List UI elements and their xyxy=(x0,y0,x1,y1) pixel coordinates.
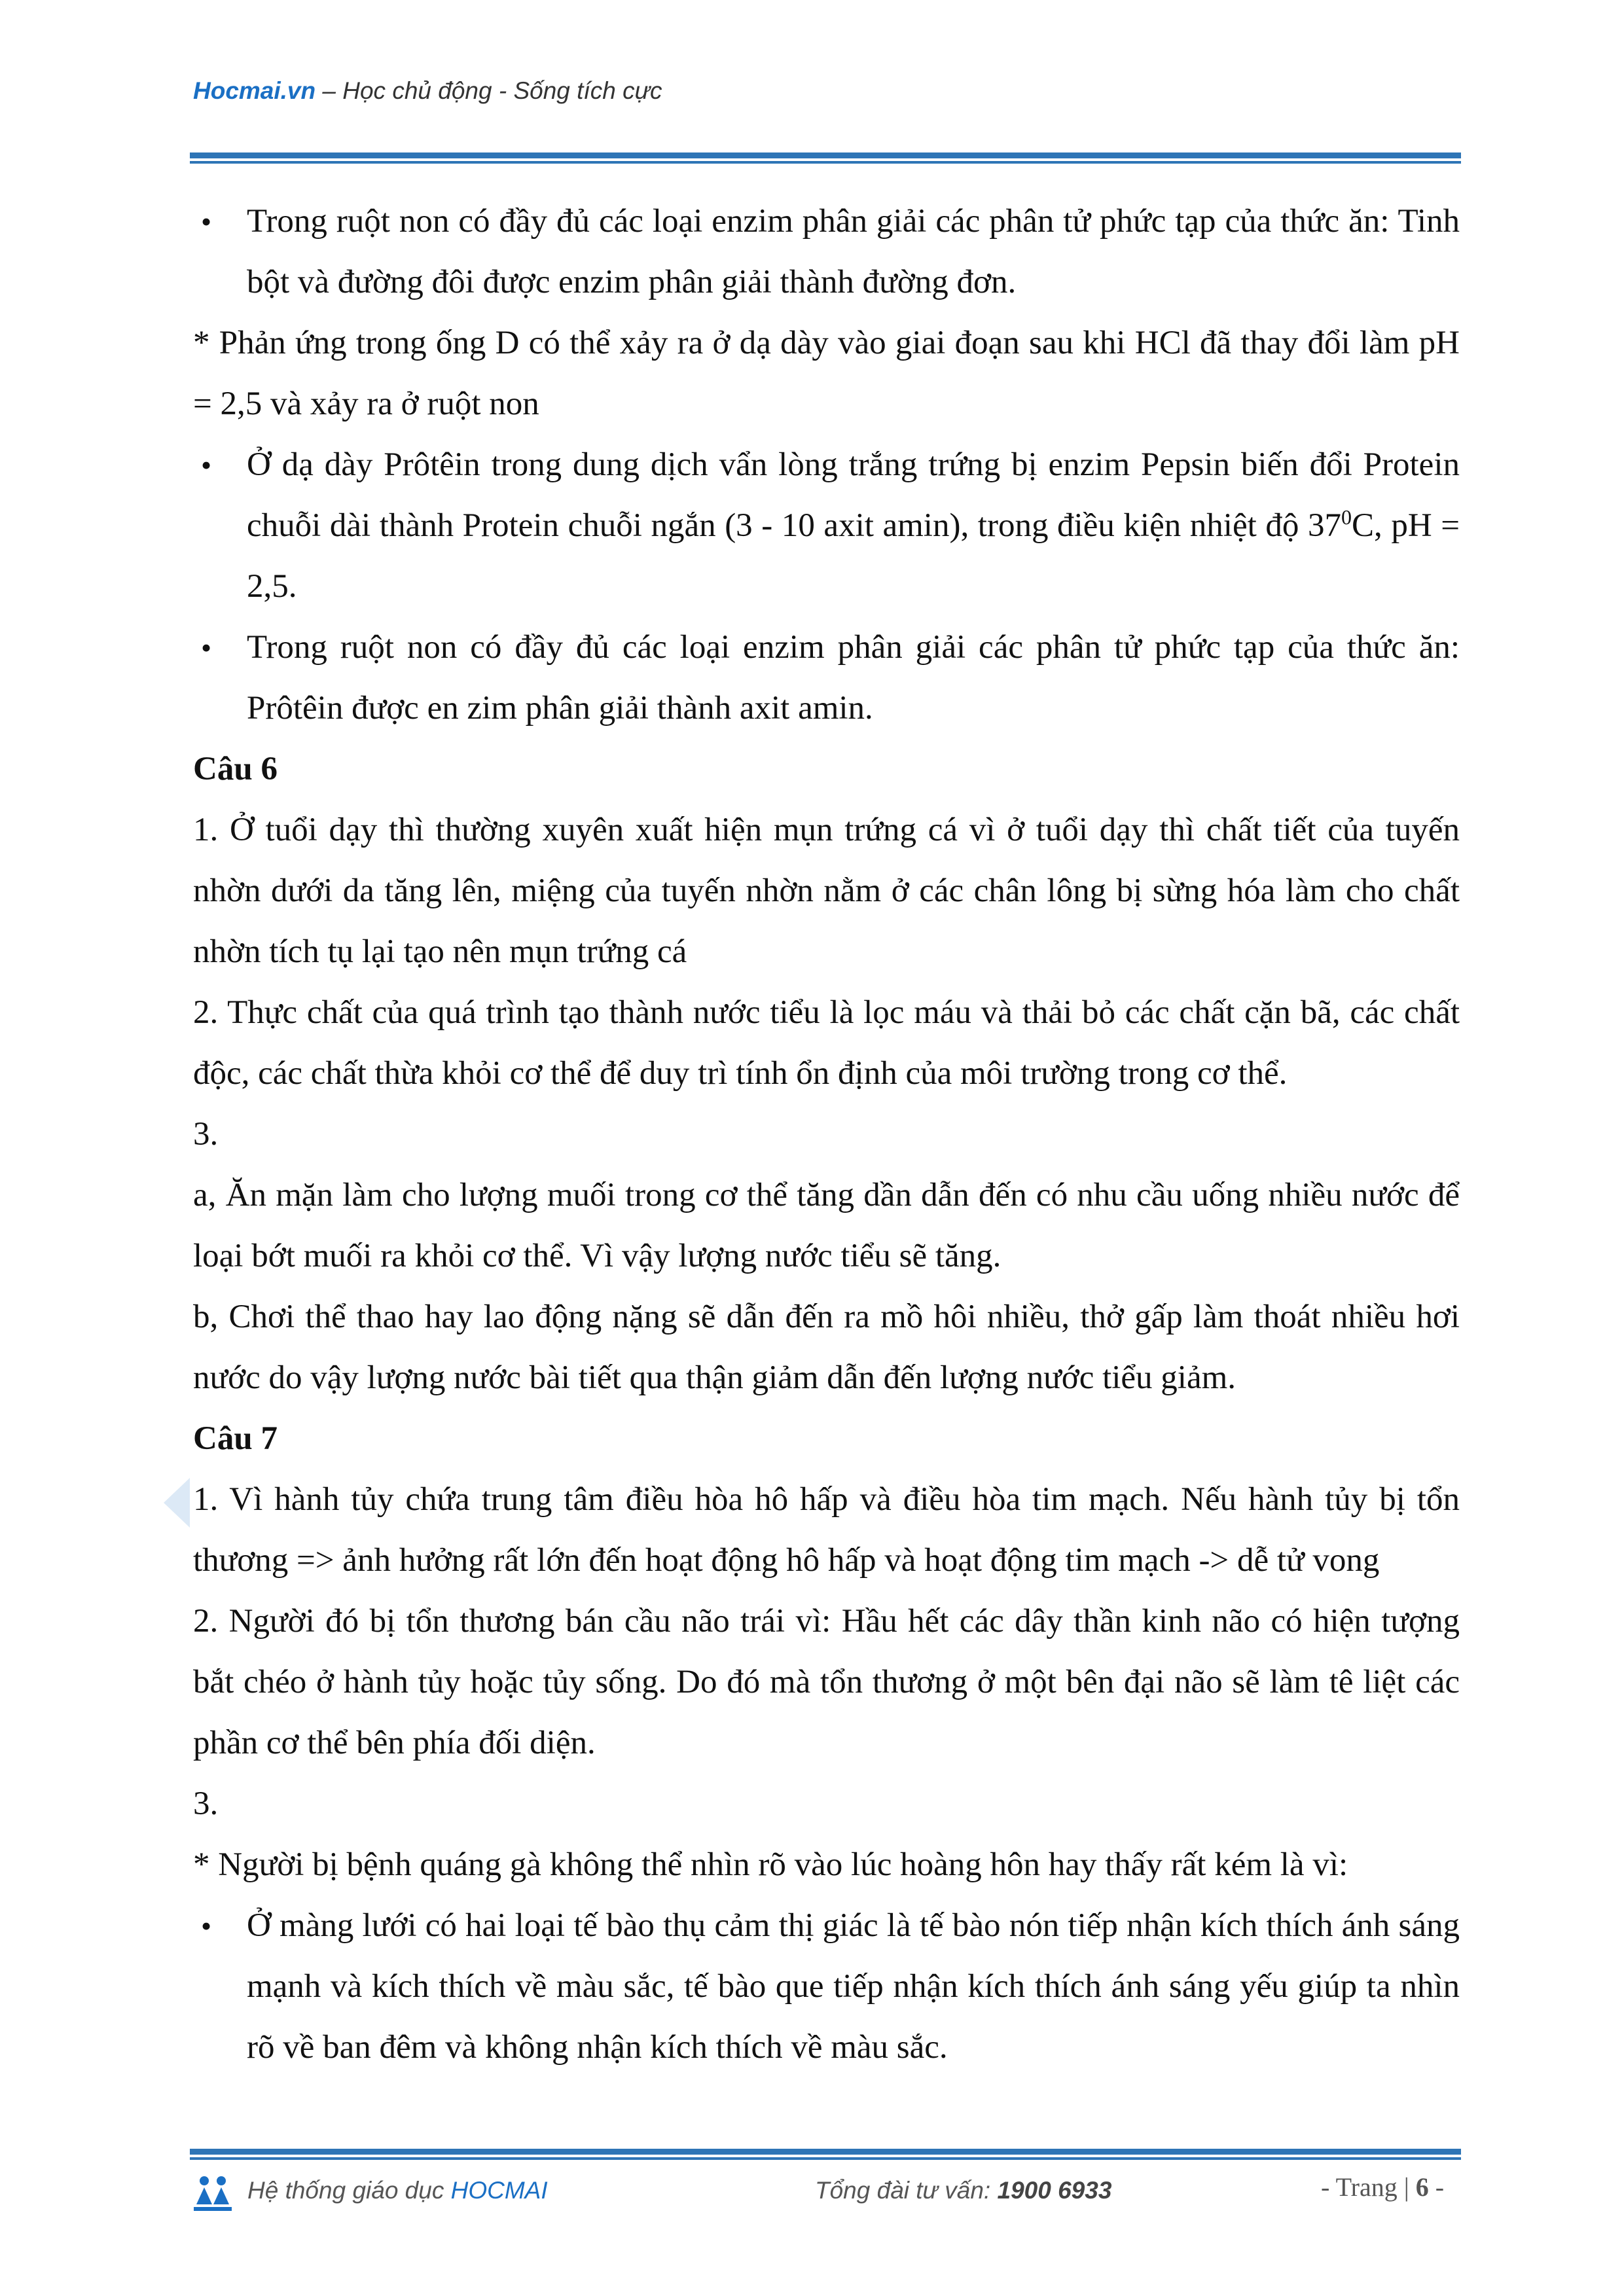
footer-hotline xyxy=(815,2177,1111,2204)
page-content xyxy=(193,191,1460,2078)
page-header xyxy=(193,77,662,105)
header-rule-thin xyxy=(190,161,1461,164)
bullet-item: • Trong ruột non có đầy đủ các loại enzim phân giải các phân tử phức tạp của thức ăn: Prôtêin được en zim phân giải thành axit amin. xyxy=(193,617,1460,739)
footer-hotline-number: 1900 6933 xyxy=(997,2177,1112,2204)
footer-rule-thin xyxy=(190,2157,1461,2160)
header-rule xyxy=(190,152,1461,158)
footer-system-text: Hệ thống giáo dục xyxy=(247,2177,451,2204)
page-number xyxy=(1321,2172,1444,2202)
paragraph: 3. xyxy=(193,1116,219,1153)
paragraph: 2. Người đó bị tổn thương bán cầu não trái vì: Hầu hết các dây thần kinh não có hiện tượng bắt chéo ở hành tủy hoặc tủy sống. Do đó mà tổn thương ở một bên đại não sẽ làm tê liệt các phần cơ thể bên phía đối diện. xyxy=(193,1603,1460,1761)
footer-system-brand: HOCMAI xyxy=(450,2177,548,2204)
hocmai-logo-icon xyxy=(190,2172,236,2217)
superscript: 0 xyxy=(1341,505,1352,529)
section-heading-cau-6: Câu 6 xyxy=(193,751,278,787)
paragraph: * Phản ứng trong ống D có thể xảy ra ở dạ dày vào giai đoạn sau khi HCl đã thay đổi làm pH = 2,5 và xảy ra ở ruột non xyxy=(193,325,1460,422)
paragraph: 3. xyxy=(193,1785,219,1822)
header-tagline: – Học chủ động - Sống tích cực xyxy=(316,77,662,104)
bullet-item: • Trong ruột non có đầy đủ các loại enzim phân giải các phân tử phức tạp của thức ăn: Tinh bột và đường đôi được enzim phân giải thành đường đơn. xyxy=(193,191,1460,313)
paragraph: b, Chơi thể thao hay lao động nặng sẽ dẫn đến ra mồ hôi nhiều, thở gấp làm thoát nhiều hơi nước do vậy lượng nước bài tiết qua thận giảm dẫn đến lượng nước tiểu giảm. xyxy=(193,1299,1460,1396)
page-number-suffix: - xyxy=(1428,2172,1445,2202)
paragraph: 1. Ở tuổi dạy thì thường xuyên xuất hiện mụn trứng cá vì ở tuổi dạy thì chất tiết của tuyến nhờn dưới da tăng lên, miệng của tuyến nhờn nằm ở các chân lông bị sừng hóa làm cho chất nhờn tích tụ lại tạo nên mụn trứng cá xyxy=(193,812,1460,970)
footer-rule xyxy=(190,2149,1461,2155)
page-number-prefix: - Trang | xyxy=(1321,2172,1416,2202)
bullet-text-end: C, pH = 2,5. xyxy=(247,507,1460,605)
bullet-text: Ở dạ dày Prôtêin trong dung dịch vẩn lòng trắng trứng bị enzim Pepsin biến đổi Protein chuỗi dài thành Protein chuỗi ngắn (3 - 10 axit amin), trong điều kiện nhiệt độ 37 xyxy=(247,446,1460,544)
paragraph: * Người bị bệnh quáng gà không thể nhìn rõ vào lúc hoàng hôn hay thấy rất kém là vì: xyxy=(193,1846,1348,1883)
margin-arrow-icon xyxy=(164,1478,190,1528)
page-number-value: 6 xyxy=(1415,2172,1429,2202)
paragraph: 1. Vì hành tủy chứa trung tâm điều hòa hô hấp và điều hòa tim mạch. Nếu hành tủy bị tổn thương => ảnh hưởng rất lớn đến hoạt động hô hấp và hoạt động tim mạch -> dễ tử vong xyxy=(193,1481,1460,1579)
header-brand: Hocmai.vn xyxy=(193,77,316,104)
footer-system xyxy=(247,2177,548,2204)
section-heading-cau-7: Câu 7 xyxy=(193,1420,278,1457)
paragraph: 2. Thực chất của quá trình tạo thành nước tiểu là lọc máu và thải bỏ các chất cặn bã, các chất độc, các chất thừa khỏi cơ thể để duy trì tính ổn định của môi trường trong cơ thể. xyxy=(193,994,1460,1092)
bullet-item xyxy=(193,435,1460,617)
bullet-item: • Ở màng lưới có hai loại tế bào thụ cảm thị giác là tế bào nón tiếp nhận kích thích ánh sáng mạnh và kích thích về màu sắc, tế bào que tiếp nhận kích thích ánh sáng yếu giúp ta nhìn rõ về ban đêm và không nhận kích thích về màu sắc. xyxy=(193,1895,1460,2078)
paragraph: a, Ăn mặn làm cho lượng muối trong cơ thể tăng dần dẫn đến có nhu cầu uống nhiều nước để loại bớt muối ra khỏi cơ thể. Vì vậy lượng nước tiểu sẽ tăng. xyxy=(193,1177,1460,1274)
footer-hotline-label: Tổng đài tư vấn: xyxy=(815,2177,998,2204)
